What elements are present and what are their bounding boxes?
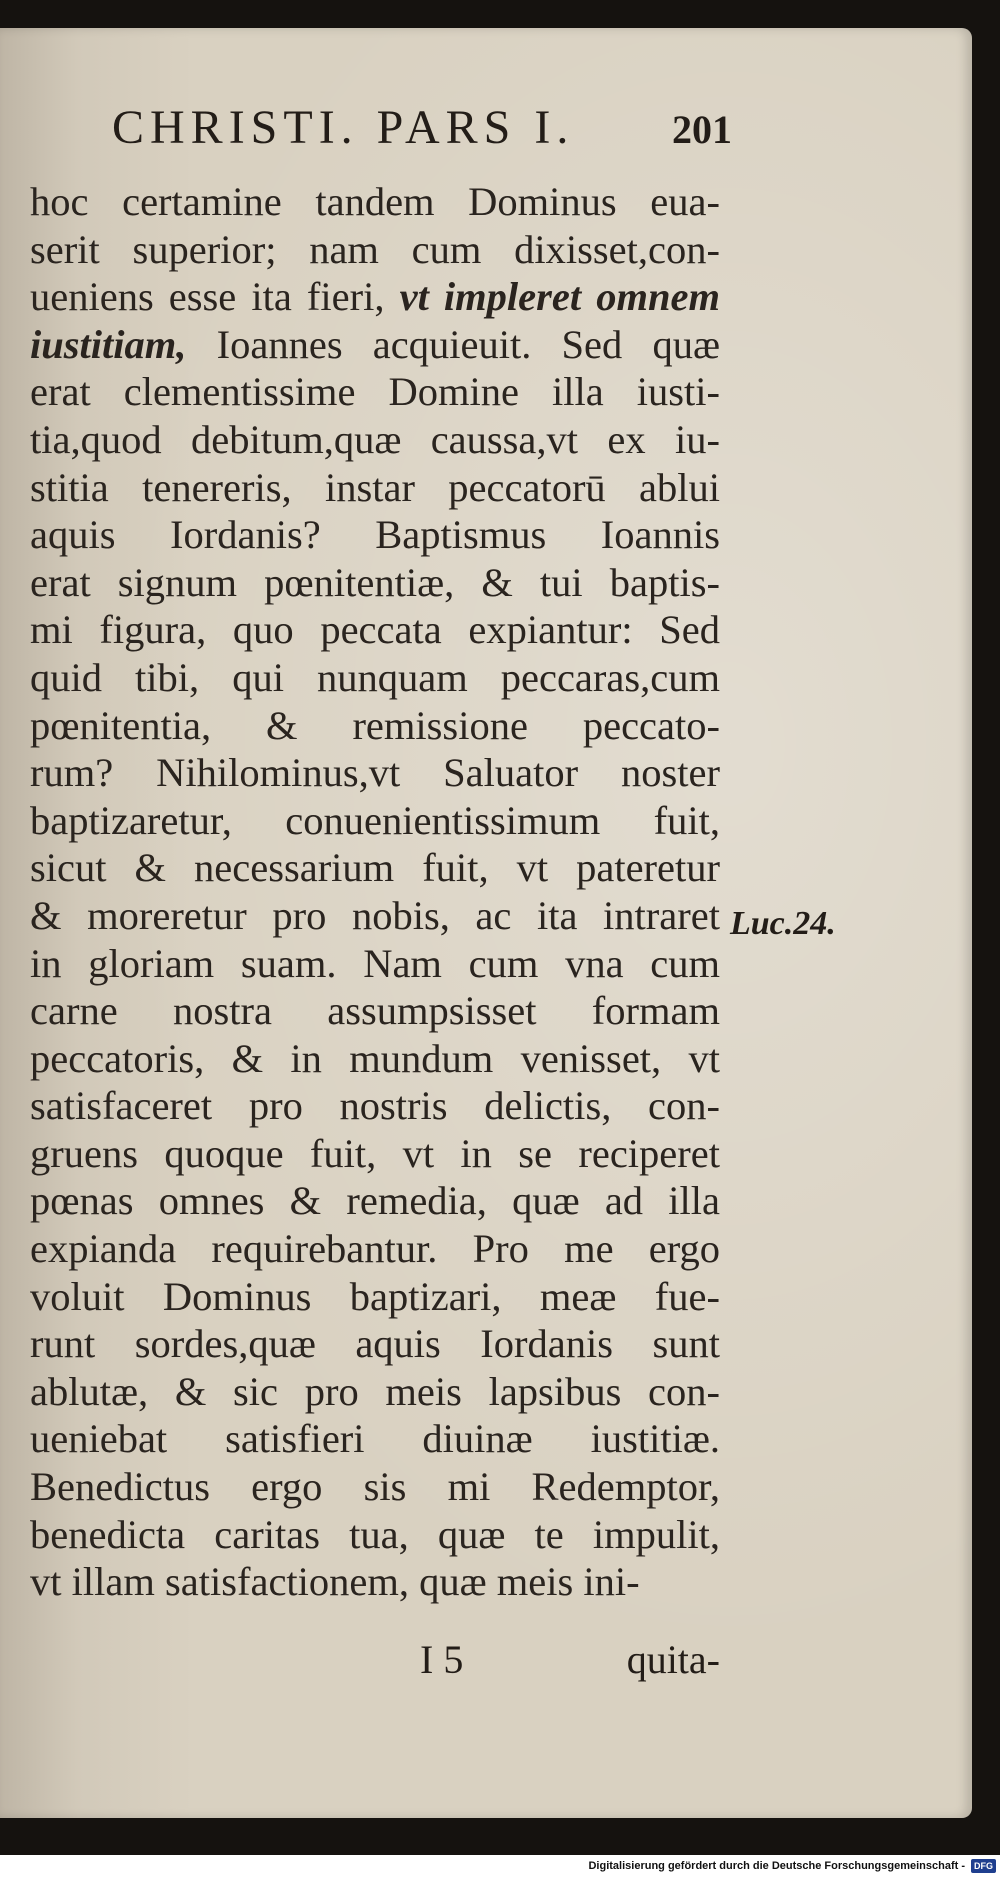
text-line (30, 654, 720, 702)
line-text: vt illam satisfactionem, quæ meis ini- (30, 1559, 640, 1605)
line-text: ablutæ, & sic pro meis lapsibus con- (30, 1368, 720, 1414)
text-line (30, 1225, 720, 1273)
text-line (30, 178, 720, 226)
text-line (30, 1130, 720, 1178)
text-line (30, 1415, 720, 1463)
line-text: Benedictus ergo sis mi Redemptor, (30, 1464, 720, 1510)
line-text: & moreretur pro nobis, ac ita intraret (30, 892, 720, 938)
catchline (420, 1636, 720, 1683)
line-text: serit superior; nam cum dixisset,con- (30, 226, 720, 272)
margin-note: Luc.24. (730, 905, 836, 942)
footer-strip (0, 1855, 1000, 1877)
line-text: in gloriam suam. Nam cum vna cum (30, 940, 720, 986)
text-line (30, 226, 720, 274)
text-line (30, 1320, 720, 1368)
text-line (30, 1082, 720, 1130)
text-line (30, 464, 720, 512)
line-text: satisfaceret pro nostris delictis, con- (30, 1083, 720, 1129)
line-text: rum? Nihilominus,vt Saluator noster (30, 750, 720, 796)
footer-credit: Digitalisierung gefördert durch die Deutsche Forschungsgemeinschaft - (588, 1860, 965, 1872)
line-text: mi figura, quo peccata expiantur: Sed (30, 607, 720, 653)
line-text: voluit Dominus baptizari, meæ fue- (30, 1273, 720, 1319)
line-text: quid tibi, qui nunquam peccaras,cum (30, 654, 720, 700)
text-line (30, 1558, 720, 1606)
dfg-logo: DFG (971, 1859, 996, 1873)
line-text: peccatoris, & in mundum venisset, vt (30, 1035, 720, 1081)
line-text: tia,quod debitum,quæ caussa,vt ex iu- (30, 416, 720, 462)
italic-phrase: vt impleret omnem (399, 274, 720, 320)
text-line (30, 606, 720, 654)
text-line (30, 940, 720, 988)
text-line (30, 749, 720, 797)
line-text: expianda requirebantur. Pro me ergo (30, 1226, 720, 1272)
line-text: aquis Iordanis? Baptismus Ioannis (30, 512, 720, 558)
line-text: erat clementissime Domine illa iusti- (30, 369, 720, 415)
line-text: Ioannes acquieuit. Sed quæ (186, 321, 720, 367)
page-header (112, 100, 732, 170)
line-text: benedicta caritas tua, quæ te impulit, (30, 1511, 720, 1557)
catchword: quita- (626, 1637, 720, 1682)
text-line (30, 416, 720, 464)
line-text: ueniebat satisfieri diuinæ iustitiæ. (30, 1416, 720, 1462)
text-line (30, 1511, 720, 1559)
text-line (30, 511, 720, 559)
page-number: 201 (672, 107, 732, 152)
text-line (30, 987, 720, 1035)
line-text: ueniens esse ita fieri, (30, 274, 400, 320)
text-line (30, 321, 720, 369)
text-line (30, 1035, 720, 1083)
line-text: carne nostra assumpsisset formam (30, 988, 720, 1034)
text-line (30, 892, 720, 940)
text-line (30, 273, 720, 321)
text-line (30, 1463, 720, 1511)
line-text: pœnas omnes & remedia, quæ ad illa (30, 1178, 720, 1224)
line-text: erat signum pœnitentiæ, & tui baptis- (30, 559, 720, 605)
signature-mark: I 5 (420, 1637, 464, 1682)
text-line (30, 1368, 720, 1416)
text-line (30, 702, 720, 750)
text-line (30, 559, 720, 607)
line-text: hoc certamine tandem Dominus eua- (30, 179, 720, 224)
line-text: gruens quoque fuit, vt in se reciperet (30, 1130, 720, 1176)
italic-phrase: iustitiam, (30, 321, 187, 367)
text-line (30, 844, 720, 892)
text-line (30, 368, 720, 416)
body-text (30, 178, 720, 1606)
line-text: stitia tenereris, instar peccatorū ablui (30, 464, 720, 510)
text-line (30, 1177, 720, 1225)
line-text: sicut & necessarium fuit, vt pateretur (30, 845, 720, 891)
line-text: pœnitentia, & remissione peccato- (30, 702, 720, 748)
text-line (30, 797, 720, 845)
text-line (30, 1273, 720, 1321)
line-text: baptizaretur, conuenientissimum fuit, (30, 797, 720, 843)
line-text: runt sordes,quæ aquis Iordanis sunt (30, 1321, 720, 1367)
running-title: CHRISTI. PARS I. (112, 101, 575, 154)
